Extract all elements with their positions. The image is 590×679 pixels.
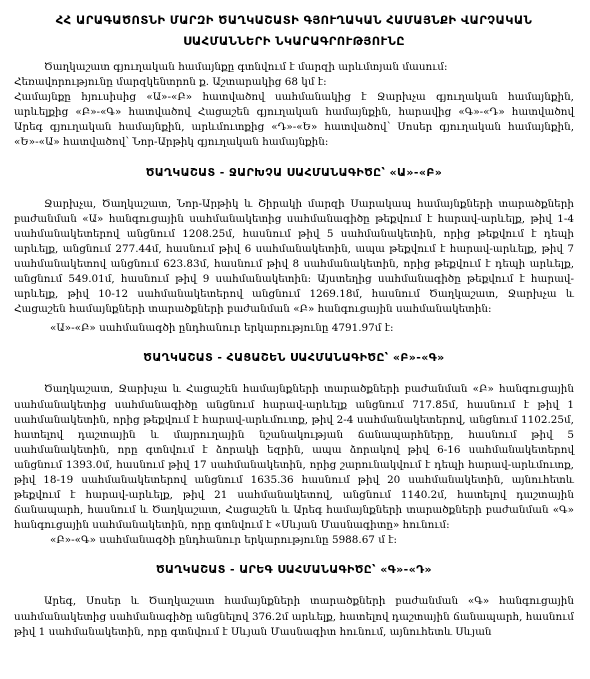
section-heading-b-g: ԾԱՂԿԱՇԱՏ - ՀԱՑԱՇԵՆ ՍԱՀՄԱՆԱԳԻԾԸ՝ «Բ»-«Գ» xyxy=(143,351,445,365)
title-line-1: ՀՀ ԱՐԱԳԱԾՈՏՆԻ ՄԱՐԶԻ ԾԱՂԿԱՇԱՏԻ ԳՅՈՒՂԱԿԱՆ ՀԱՄԱՅՆՔԻ ՎԱՐՉԱԿԱՆ xyxy=(55,13,533,27)
title-line-2: ՍԱՀՄԱՆՆԵՐԻ ՆԿԱՐԱԳՐՈՒԹՅՈՒՆԸ xyxy=(183,34,405,48)
section-body-g-d: Արեգ, Սոսեր և Ծաղկաշատ համայնքների տարածքների բաժանման «Գ» հանգուցային սահմանակետից սահմանագիծը անցնելով 376.2մ արևելք, հատելով դաշտային ճանապարհ, հասնում թիվ 1 սահմանակետին, որը գտնվում է Սևյան Մասնագիտ հունում, այնուհետև Սևյան xyxy=(14,595,574,638)
document-title xyxy=(14,10,574,52)
intro-paragraph-2: Հեռավորությունը մարզկենտրոն ք. Աշտարակից 68 կմ է: xyxy=(14,76,327,89)
section-body-a-b: Ջարխչա, Ծաղկաշատ, Նոր-Արթիկ և Շիրակի մարզի Սարակապ համայնքների տարածքների բաժանման «Ա» հանգուցային սահմանակետից սահմանագիծը թեքվում է հարավ-արևելք, թիվ 1-4 սահմանակետերով անցնում 1208.25մ, հասնում թիվ 5 սահմանակետին, որից թեքվում է դեպի արևելք, անցնում 277.44մ, հասնում թիվ 6 սահմանակետին, ապա թեքվում է հարավ-արևելք, թիվ 7 սահմանակետով անցնում 623.83մ, հասնում թիվ 8 սահմանակետին, որից թեքվում է դեպի արևելք, անցնում 549.01մ, հասնում թիվ 9 սահմանակետին: Այստեղից սահմանագիծը թեքվում է հարավ-արևելք, թիվ 10-12 սահմանակետերով անցնում 1269.18մ, հասնում Ծաղկաշատ, Ջարխչա և Հացաշեն համայնքների տարածքների բաժանման «Բ» հանգուցային սահմանակետին: xyxy=(14,197,574,316)
section-summary-b-g: «Բ»-«Գ» սահմանագծի ընդհանուր երկարությունը 5988.67 մ է: xyxy=(50,534,398,547)
section-heading-g-d: ԾԱՂԿԱՇԱՏ - ԱՐԵԳ ՍԱՀՄԱՆԱԳԻԾԸ՝ «Գ»-«Դ» xyxy=(155,563,433,577)
section-summary-a-b: «Ա»-«Բ» սահմանագծի ընդհանուր երկարությունը 4791.97մ է: xyxy=(50,322,394,335)
intro-paragraph-1: Ծաղկաշատ գյուղական համայնքը գտնվում է մարզի արևմտյան մասում: xyxy=(44,61,448,73)
section-body-b-g: Ծաղկաշատ, Ջարխչա և Հացաշեն համայնքների տարածքների բաժանման «Բ» հանգուցային սահմանակետից սահմանագիծը անցնում հարավ-արևելք անցնում 717.85մ, հասնում է թիվ 1 սահմանակետին, որից թեքվում է հարավ-արևմուտք, թիվ 2-4 սահմանակետերով, անցնում 1102.25մ, հատելով դաշտային և մայրուղային նշանակության ճանապարհները, հասնում թիվ 5 սահմանակետին, որը գտնվում է ձորակի եզրին, ապա ձորակով թիվ 6-16 սահմանակետերով անցնում 1393.0մ, հասնում թիվ 17 սահմանակետին, որից շարունակվում է դեպի հարավ-արևմուտք, թիվ 18-19 սահմանակետերով անցնում 1635.36 հասնում թիվ 20 սահմանակետին, այնուհետև թեքվում է հարավ-արևելք, թիվ 21 սահմանակետով, անցնում 1140.2մ, հատելով դաշտային ճանապարհ, հասնում և Ծաղկաշատ, Հացաշեն և Արեգ համայնքների տարածքների բաժանման «Գ» հանգուցային սահմանակետին, որը գտնվում է «Սևյան Մասնագիտը» հունում: xyxy=(14,383,574,532)
section-heading-a-b: ԾԱՂԿԱՇԱՏ - ՋԱՐԽՉԱ ՍԱՀՄԱՆԱԳԻԾԸ՝ «Ա»-«Բ» xyxy=(145,165,443,179)
intro-paragraph-3: Համայնքը հյուսիսից «Ա»-«Բ» հատվածով սահմանակից է Ջարխչա գյուղական համայնքին, արևելքից «Բ»-«Գ» հատվածով Հացաշեն գյուղական համայնքին, հարավից «Գ»-«Դ» հատվածով Արեգ գյուղական համայնքին, արևմուտքից «Դ»-«Ե» հատվածով՝ Սոսեր գյուղական համայնքին, «Ե»-«Ա» հատվածով՝ Նոր-Արթիկ գյուղական համայնքին: xyxy=(14,91,574,149)
